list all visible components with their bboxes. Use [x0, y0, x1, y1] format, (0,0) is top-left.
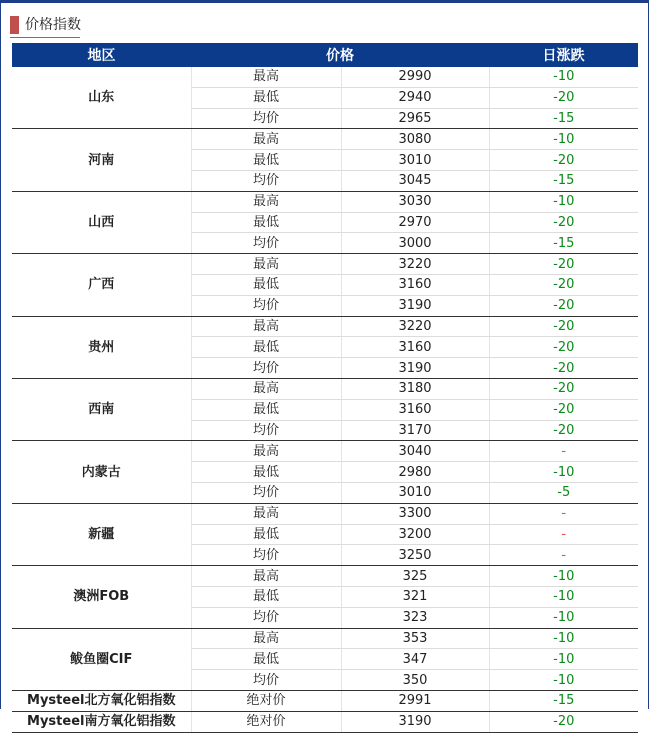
- daily-change-cell: -5: [489, 482, 638, 503]
- price-type-cell: 最高: [191, 378, 341, 399]
- price-type-cell: 最高: [191, 503, 341, 524]
- price-value-cell: 350: [341, 670, 489, 691]
- daily-change-cell: -: [489, 524, 638, 545]
- price-type-cell: 均价: [191, 170, 341, 191]
- daily-change-cell: -10: [489, 670, 638, 691]
- price-value-cell: 3220: [341, 316, 489, 337]
- daily-change-cell: -20: [489, 254, 638, 275]
- price-type-cell: 最低: [191, 649, 341, 670]
- daily-change-cell: -10: [489, 607, 638, 628]
- price-type-cell: 均价: [191, 670, 341, 691]
- price-value-cell: 2940: [341, 87, 489, 108]
- table-body: [12, 67, 638, 732]
- price-type-cell: 均价: [191, 607, 341, 628]
- price-value-cell: 2965: [341, 108, 489, 129]
- price-value-cell: 347: [341, 649, 489, 670]
- table-header-row: [12, 43, 638, 67]
- price-value-cell: 3200: [341, 524, 489, 545]
- region-cell: Mysteel南方氧化铝指数: [12, 711, 191, 732]
- daily-change-cell: -: [489, 503, 638, 524]
- header-price: 价格: [191, 43, 489, 67]
- price-value-cell: 3170: [341, 420, 489, 441]
- table-row: [12, 503, 638, 524]
- price-value-cell: 353: [341, 628, 489, 649]
- daily-change-cell: -15: [489, 690, 638, 711]
- region-cell: 河南: [12, 129, 191, 191]
- price-type-cell: 最低: [191, 274, 341, 295]
- daily-change-cell: -20: [489, 295, 638, 316]
- table-row: [12, 254, 638, 275]
- price-value-cell: 3160: [341, 337, 489, 358]
- daily-change-cell: -10: [489, 191, 638, 212]
- daily-change-cell: -15: [489, 170, 638, 191]
- region-cell: Mysteel北方氧化铝指数: [12, 690, 191, 711]
- price-type-cell: 绝对价: [191, 711, 341, 732]
- price-value-cell: 2980: [341, 462, 489, 483]
- daily-change-cell: -20: [489, 274, 638, 295]
- region-cell: 澳洲FOB: [12, 566, 191, 628]
- price-value-cell: 325: [341, 566, 489, 587]
- price-type-cell: 最低: [191, 524, 341, 545]
- price-value-cell: 3040: [341, 441, 489, 462]
- daily-change-cell: -: [489, 545, 638, 566]
- price-value-cell: 3045: [341, 170, 489, 191]
- price-value-cell: 2970: [341, 212, 489, 233]
- price-type-cell: 均价: [191, 482, 341, 503]
- region-cell: 贵州: [12, 316, 191, 378]
- price-type-cell: 均价: [191, 233, 341, 254]
- region-cell: 新疆: [12, 503, 191, 565]
- price-value-cell: 2991: [341, 690, 489, 711]
- price-type-cell: 最低: [191, 212, 341, 233]
- daily-change-cell: -: [489, 441, 638, 462]
- section-title-text: 价格指数: [25, 17, 81, 33]
- price-index-table: [12, 43, 638, 733]
- region-cell: 山西: [12, 191, 191, 253]
- daily-change-cell: -15: [489, 233, 638, 254]
- daily-change-cell: -10: [489, 566, 638, 587]
- price-value-cell: 3010: [341, 150, 489, 171]
- daily-change-cell: -20: [489, 87, 638, 108]
- daily-change-cell: -20: [489, 212, 638, 233]
- price-type-cell: 最低: [191, 337, 341, 358]
- table-row: [12, 441, 638, 462]
- daily-change-cell: -10: [489, 649, 638, 670]
- daily-change-cell: -10: [489, 462, 638, 483]
- title-marker: [10, 16, 19, 34]
- daily-change-cell: -20: [489, 337, 638, 358]
- daily-change-cell: -20: [489, 378, 638, 399]
- table-row: [12, 316, 638, 337]
- region-cell: 山东: [12, 67, 191, 129]
- price-type-cell: 最低: [191, 586, 341, 607]
- price-type-cell: 最高: [191, 67, 341, 87]
- price-type-cell: 均价: [191, 295, 341, 316]
- price-value-cell: 3190: [341, 711, 489, 732]
- daily-change-cell: -10: [489, 586, 638, 607]
- price-type-cell: 均价: [191, 358, 341, 379]
- header-region: 地区: [12, 43, 191, 67]
- daily-change-cell: -10: [489, 628, 638, 649]
- table-row: [12, 378, 638, 399]
- price-type-cell: 最高: [191, 566, 341, 587]
- price-type-cell: 均价: [191, 420, 341, 441]
- price-type-cell: 最高: [191, 129, 341, 150]
- daily-change-cell: -10: [489, 129, 638, 150]
- table-row: [12, 191, 638, 212]
- title-underline: [10, 37, 80, 38]
- price-value-cell: 3220: [341, 254, 489, 275]
- price-value-cell: 3160: [341, 399, 489, 420]
- daily-change-cell: -10: [489, 67, 638, 87]
- price-type-cell: 最低: [191, 150, 341, 171]
- region-cell: 内蒙古: [12, 441, 191, 503]
- price-type-cell: 最高: [191, 254, 341, 275]
- header-change: 日涨跌: [489, 43, 638, 67]
- price-value-cell: 3160: [341, 274, 489, 295]
- price-type-cell: 绝对价: [191, 690, 341, 711]
- daily-change-cell: -20: [489, 316, 638, 337]
- table-row: [12, 566, 638, 587]
- table-row: [12, 711, 638, 732]
- price-type-cell: 最高: [191, 191, 341, 212]
- price-value-cell: 3180: [341, 378, 489, 399]
- price-value-cell: 3190: [341, 358, 489, 379]
- price-value-cell: 3250: [341, 545, 489, 566]
- price-value-cell: 3080: [341, 129, 489, 150]
- price-value-cell: 3010: [341, 482, 489, 503]
- price-value-cell: 321: [341, 586, 489, 607]
- price-value-cell: 2990: [341, 67, 489, 87]
- region-cell: 鲅鱼圈CIF: [12, 628, 191, 690]
- price-value-cell: 3000: [341, 233, 489, 254]
- price-type-cell: 最低: [191, 87, 341, 108]
- table-row: [12, 628, 638, 649]
- daily-change-cell: -20: [489, 399, 638, 420]
- daily-change-cell: -20: [489, 420, 638, 441]
- table-row: [12, 690, 638, 711]
- price-type-cell: 最高: [191, 316, 341, 337]
- daily-change-cell: -15: [489, 108, 638, 129]
- price-type-cell: 最高: [191, 628, 341, 649]
- daily-change-cell: -20: [489, 358, 638, 379]
- daily-change-cell: -20: [489, 150, 638, 171]
- table-row: [12, 67, 638, 87]
- price-type-cell: 均价: [191, 545, 341, 566]
- price-value-cell: 3030: [341, 191, 489, 212]
- daily-change-cell: -20: [489, 711, 638, 732]
- price-type-cell: 最低: [191, 462, 341, 483]
- region-cell: 广西: [12, 254, 191, 316]
- region-cell: 西南: [12, 378, 191, 440]
- price-value-cell: 3300: [341, 503, 489, 524]
- price-type-cell: 最低: [191, 399, 341, 420]
- price-value-cell: 3190: [341, 295, 489, 316]
- table-row: [12, 129, 638, 150]
- price-type-cell: 均价: [191, 108, 341, 129]
- price-value-cell: 323: [341, 607, 489, 628]
- price-type-cell: 最高: [191, 441, 341, 462]
